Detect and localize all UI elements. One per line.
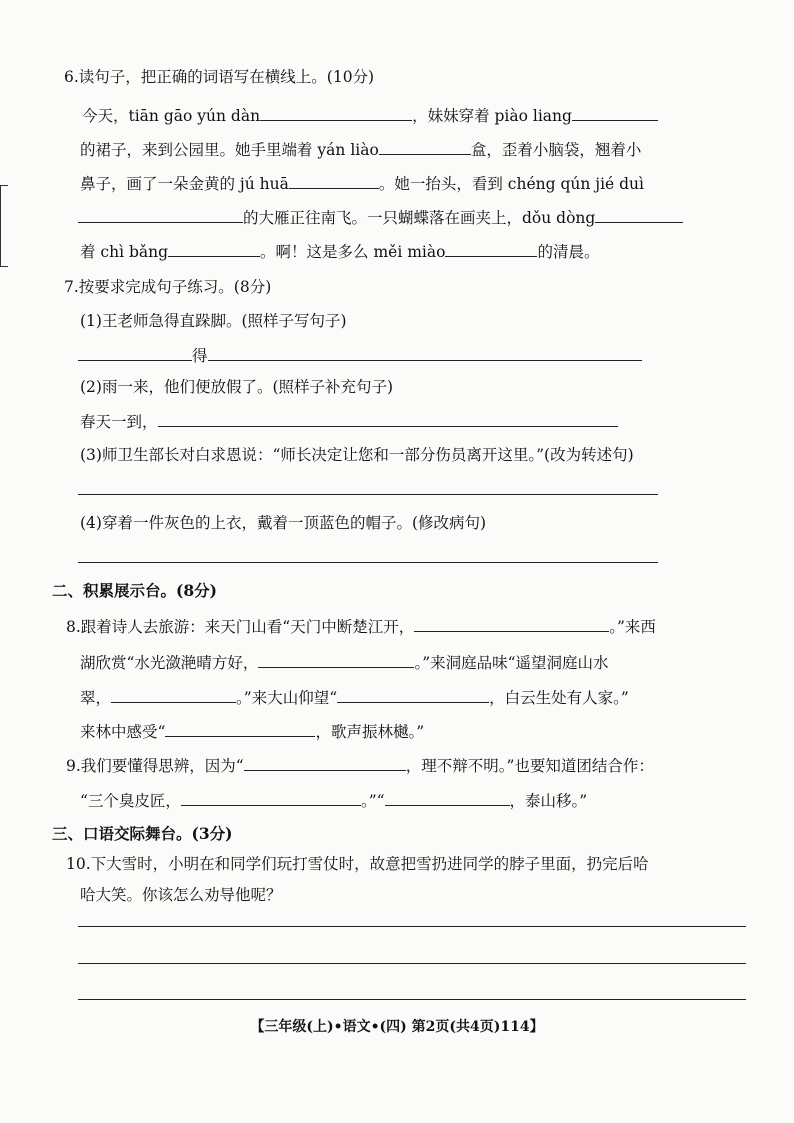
q6-text: 今天，tiān gāo yún dàn [82,107,261,125]
q9-text: ，理不辩不明。”也要知道团结合作： [405,757,654,775]
q9-text: “三个臭皮匠， [80,792,181,810]
q7-text: 春天一到， [80,413,158,431]
answer-blank[interactable] [260,104,412,121]
answer-line[interactable] [78,999,746,1000]
q8-line-2 [80,651,609,674]
answer-blank[interactable] [165,720,315,737]
q8-text: 。”来洞庭品味“遥望洞庭山水 [414,654,609,672]
q6-line-1 [82,104,658,127]
q8-text: 来林中感受“ [80,723,166,741]
q8-text: ，歌声振林樾。” [315,723,425,741]
answer-line[interactable] [78,926,746,927]
answer-blank[interactable] [337,686,489,703]
answer-blank[interactable] [572,104,658,121]
q8-text: 湖欣赏“水光潋滟晴方好， [80,654,259,672]
answer-line[interactable] [78,494,658,495]
answer-line[interactable] [78,963,746,964]
q7-item-4: (4)穿着一件灰色的上衣，戴着一顶蓝色的帽子。(修改病句) [80,514,487,532]
q6-title: 6.读句子，把正确的词语写在横线上。(10分) [64,68,375,86]
q6-text: 的大雁正往南飞。一只蝴蝶落在画夹上，dǒu dòng [243,209,596,227]
q7-item-2-answer [80,410,618,433]
page-footer: 【三年级(上)•语文•(四) 第2页(共4页)114】 [250,1019,544,1035]
q8-text: 。”来大山仰望“ [236,689,338,707]
answer-blank[interactable] [208,344,642,361]
q7-item-1: (1)王老师急得直跺脚。(照样子写句子) [80,312,347,330]
binding-mark [0,185,8,267]
q9-line-1 [66,754,654,777]
section-2-title: 二、积累展示台。(8分) [52,581,217,600]
answer-blank[interactable] [111,686,236,703]
q10-line-2: 哈大笑。你该怎么劝导他呢？ [80,886,282,904]
q7-item-3: (3)师卫生部长对白求恩说：“师长决定让您和一部分伤员离开这里。”(改为转述句) [80,446,634,464]
q6-line-2 [80,138,641,161]
q7-item-1-answer [78,344,642,367]
q6-text: 盒，歪着小脑袋，翘着小 [470,141,642,159]
q8-line-1 [66,615,656,638]
q7-title: 7.按要求完成句子练习。(8分) [64,278,272,296]
q6-text: 鼻子，画了一朵金黄的 jú huā [80,175,289,193]
answer-blank[interactable] [445,240,537,257]
answer-blank[interactable] [379,138,471,155]
q6-text: 的裙子，来到公园里。她手里端着 yán liào [80,141,379,159]
q8-text: 翠， [80,689,112,707]
q8-text: 。”来西 [609,618,656,636]
q9-text: 9.我们要懂得思辨，因为“ [66,757,244,775]
answer-blank[interactable] [78,344,192,361]
q8-text: 8.跟着诗人去旅游：来天门山看“天门中断楚江开， [66,618,415,636]
answer-blank[interactable] [78,206,243,223]
answer-blank[interactable] [258,651,414,668]
q6-text: ，妹妹穿着 piào liang [412,107,572,125]
q9-text: 。”“ [360,792,385,810]
q6-text: 着 chì bǎng [80,243,169,261]
answer-blank[interactable] [244,754,406,771]
q6-line-4 [78,206,683,229]
answer-blank[interactable] [168,240,260,257]
answer-blank[interactable] [158,410,618,427]
q7-item-2: (2)雨一来，他们便放假了。(照样子补充句子) [80,378,394,396]
answer-blank[interactable] [289,172,379,189]
q6-line-3 [80,172,644,195]
answer-blank[interactable] [385,789,510,806]
q6-text: 。啊！这是多么 měi miào [260,243,446,261]
q7-text: 得 [192,347,208,365]
answer-line[interactable] [78,562,658,563]
answer-blank[interactable] [414,615,609,632]
answer-blank[interactable] [595,206,683,223]
q8-line-3 [80,686,629,709]
section-3-title: 三、口语交际舞台。(3分) [52,824,233,843]
q9-text: ，泰山移。” [509,792,588,810]
q6-text: 。她一抬头，看到 chéng qún jié duì [378,175,644,193]
q6-line-5 [80,240,599,263]
q10-line-1: 10.下大雪时，小明在和同学们玩打雪仗时，故意把雪扔进同学的脖子里面，扔完后哈 [66,855,649,873]
q9-line-2 [80,789,587,812]
answer-blank[interactable] [181,789,361,806]
q8-text: ，白云生处有人家。” [489,689,629,707]
q8-line-4 [80,720,424,743]
q6-text: 的清晨。 [537,243,600,261]
